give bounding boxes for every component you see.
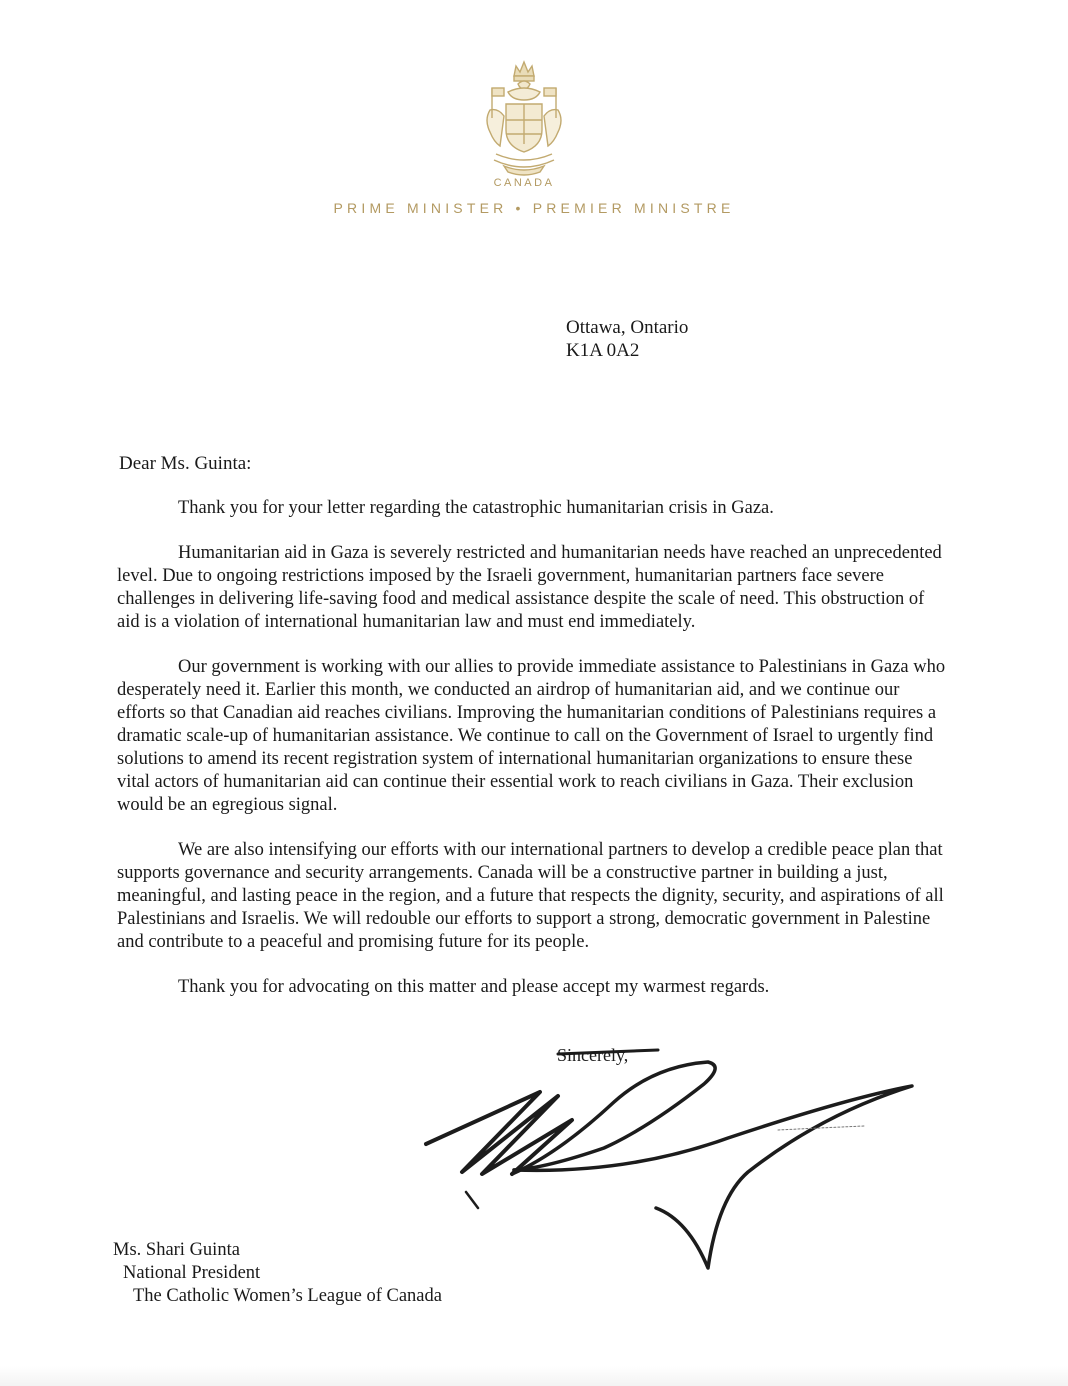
paragraph-1: Thank you for your letter regarding the catastrophic humanitarian crisis in Gaza. [178, 498, 774, 518]
recipient-organization: The Catholic Women’s League of Canada [133, 1286, 442, 1306]
paragraph-3: Our government is working with our allies to provide immediate assistance to Palestinians in Gaza who desperately need it. Earlier this month, we conducted an airdrop of humanitarian aid, and we continue our efforts so that Canadian aid reaches civilians. Improving the humanitarian conditions of Palestinians requires a dramatic scale-up of humanitarian assistance. We continue to call on the Government of Israel to urgently find solutions to amend its recent registration system of international humanitarian organizations to ensure these vital actors of humanitarian aid can continue their essential work to reach civilians in Gaza. Their exclusion would be an egregious signal. [117, 657, 946, 815]
paragraph-5: Thank you for advocating on this matter and please accept my warmest regards. [178, 977, 770, 997]
salutation: Dear Ms. Guinta: [119, 453, 252, 474]
address-postal-code: K1A 0A2 [566, 340, 640, 361]
letter-body [117, 497, 947, 1021]
letterhead-office-title: PRIME MINISTER • PREMIER MINISTRE [333, 200, 735, 216]
closing: Sincerely, [557, 1045, 629, 1065]
sender-address [566, 316, 688, 362]
recipient-name: Ms. Shari Guinta [113, 1240, 240, 1260]
scan-edge-shadow [0, 1366, 1068, 1386]
crest-country-label: CANADA [493, 177, 555, 189]
address-city: Ottawa, Ontario [566, 317, 689, 338]
recipient-block [113, 1239, 442, 1308]
paragraph-2: Humanitarian aid in Gaza is severely restricted and humanitarian needs have reached an unprecedented level. Due to ongoing restrictions imposed by the Israeli government, humanitarian partners face severe challenges in delivering life-saving food and medical assistance despite the scale of need. This obstruction of aid is a violation of international humanitarian law and must end immediately. [117, 543, 942, 632]
coat-of-arms-icon [478, 58, 570, 194]
recipient-title: National President [123, 1263, 261, 1283]
signature-icon [418, 1042, 928, 1282]
paragraph-4: We are also intensifying our efforts with our international partners to develop a credible peace plan that supports governance and security arrangements. Canada will be a constructive partner in building a just, meaningful, and lasting peace in the region, and a future that respects the dignity, security, and aspirations of all Palestinians and Israelis. We will redouble our efforts to support a strong, democratic government in Palestine and contribute to a peaceful and promising future for its people. [117, 840, 944, 952]
